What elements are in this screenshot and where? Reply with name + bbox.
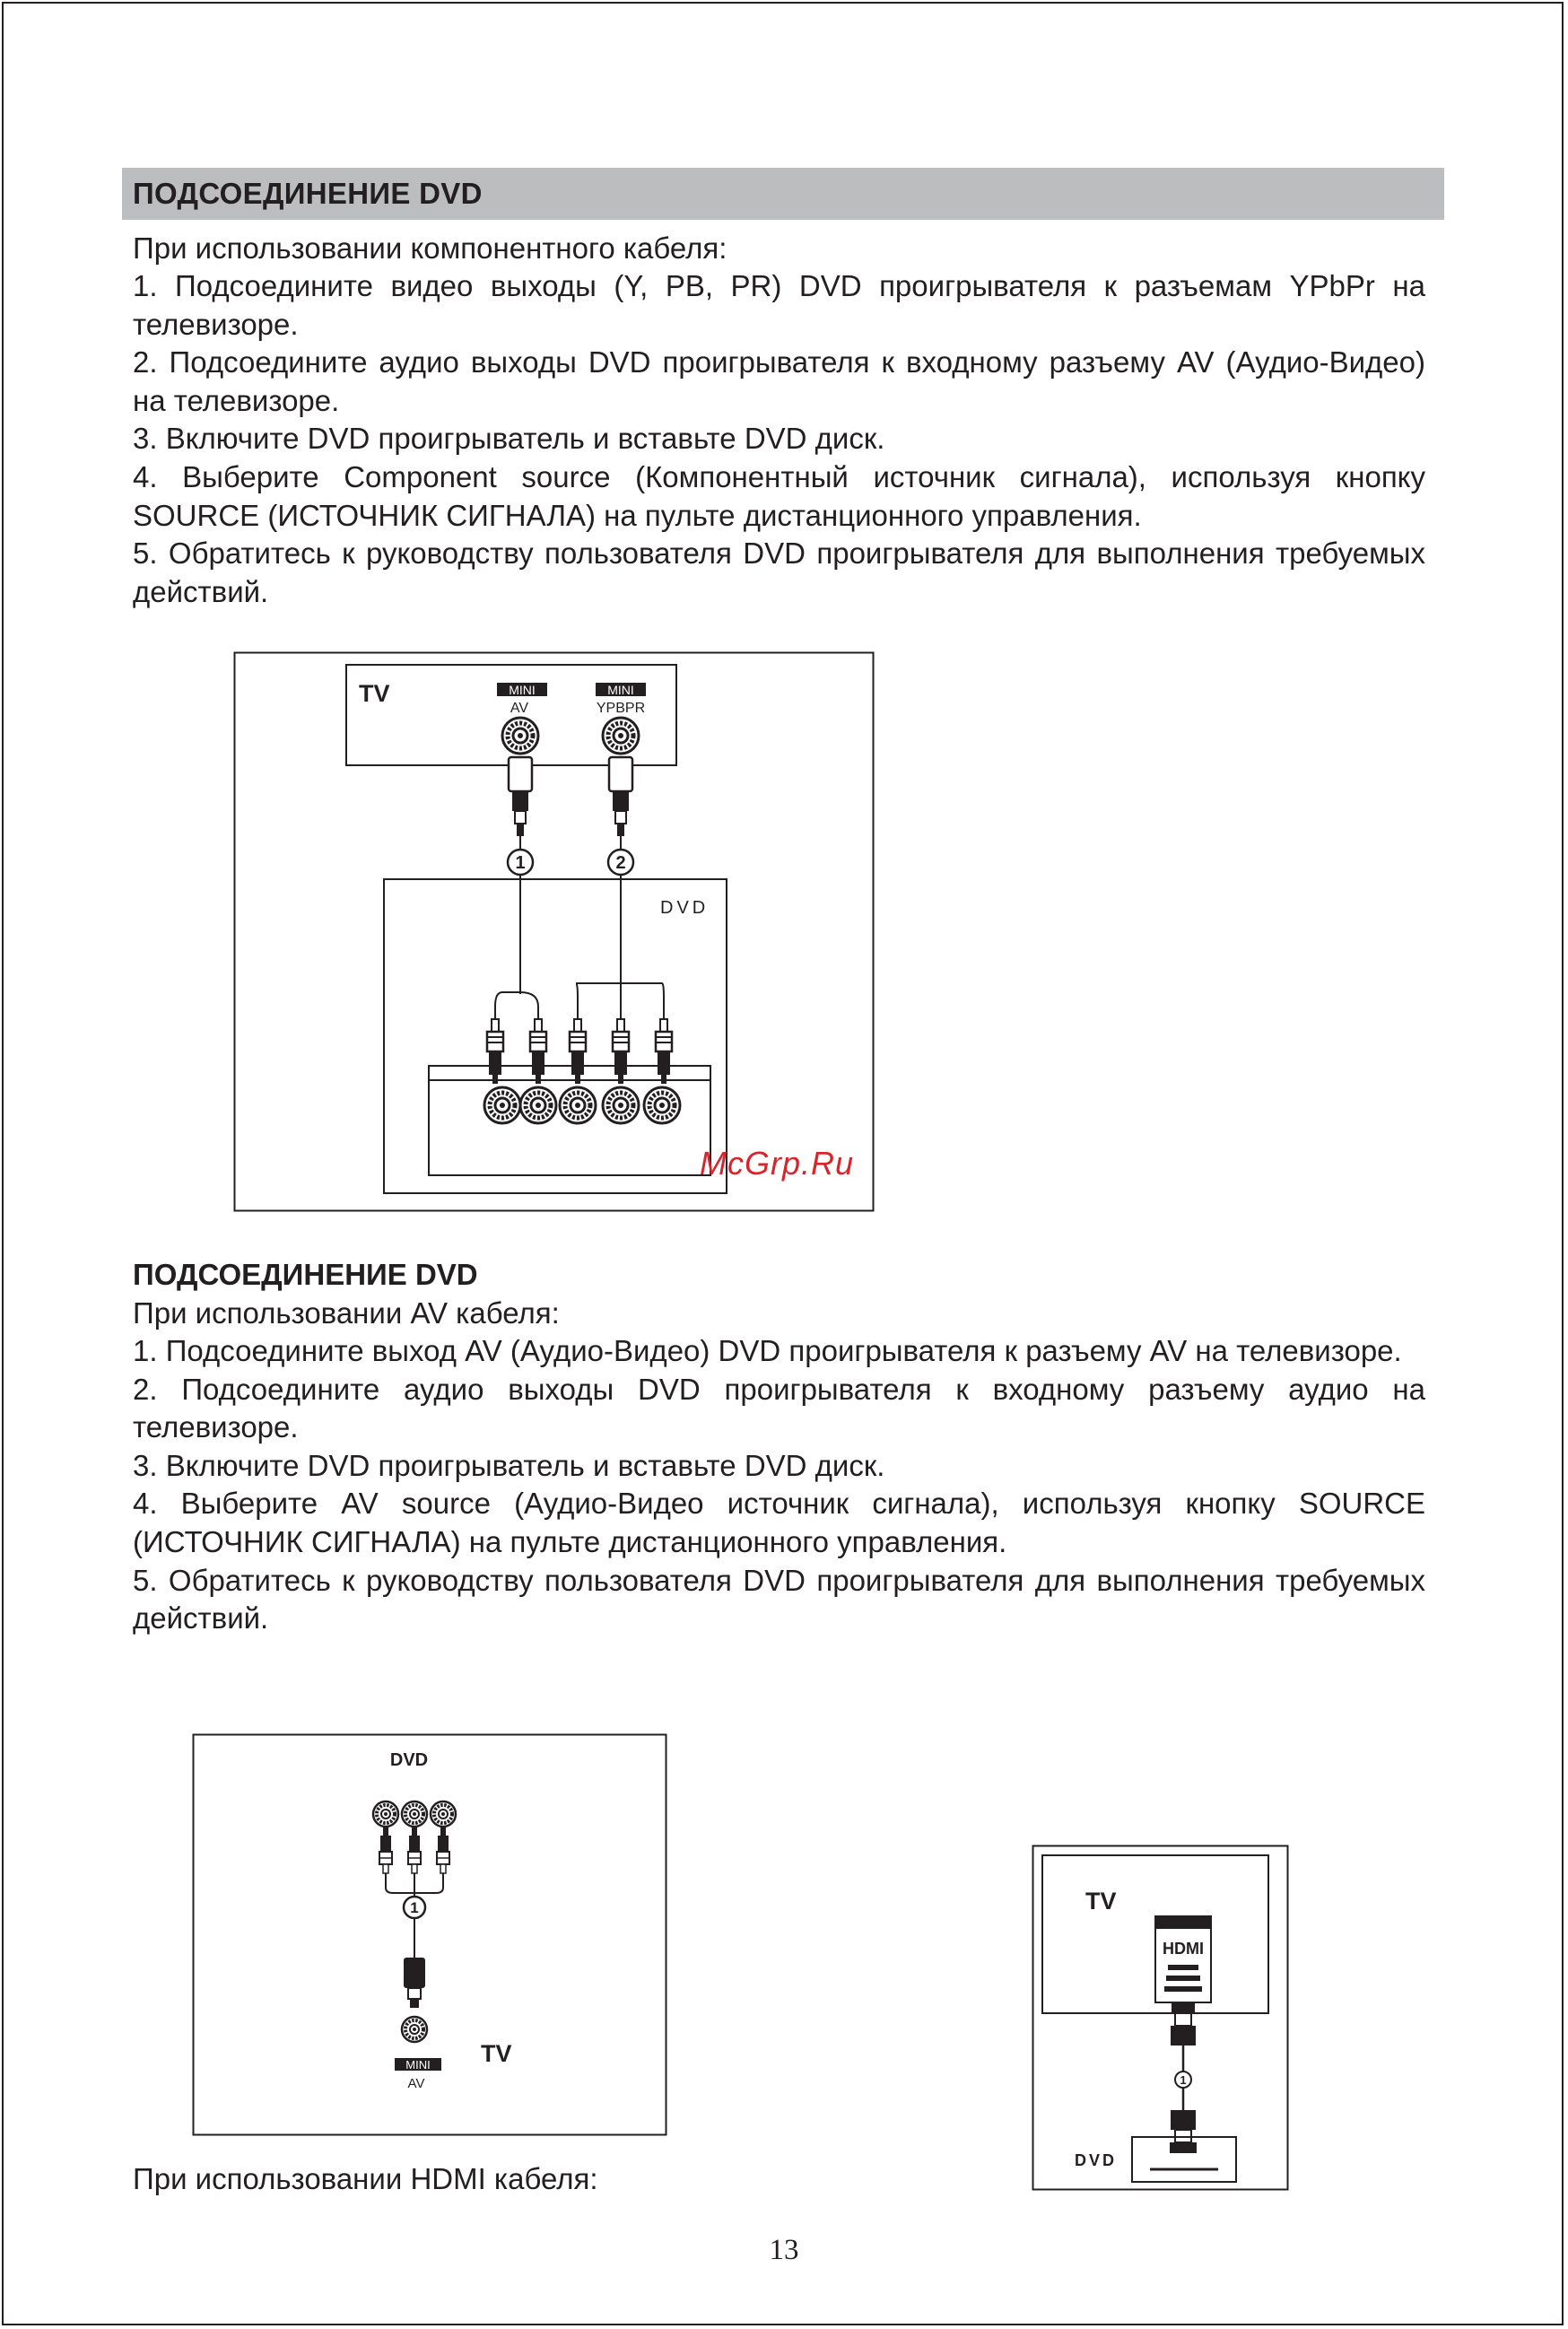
diagram3-tv-label: TV	[1085, 1888, 1117, 1915]
section2-intro: При использовании AV кабеля:	[133, 1296, 560, 1330]
tv-av-jack-icon	[402, 2017, 427, 2042]
diagram2-port-av: AV	[407, 2076, 425, 2091]
mini-plug-av-icon	[509, 757, 532, 836]
diagram1-port-av: AV	[510, 701, 529, 716]
watermark: McGrp.Ru	[700, 1145, 855, 1182]
av-rca-plug-2-icon	[408, 1827, 421, 1873]
rca-plug-pr-icon	[656, 1019, 672, 1084]
av-rca-plug-3-icon	[437, 1827, 449, 1873]
dvd-y-jack-icon	[560, 1087, 596, 1123]
section2-title: ПОДСОЕДИНЕНИЕ DVD	[133, 1258, 478, 1291]
section1-step-2: 2. Подсоедините аудио выходы DVD проигрывателя к входному разъему AV (Аудио-Видео) на телевизоре.	[133, 345, 1425, 417]
diagram2-cable1-number: 1	[410, 1899, 419, 1916]
tv-av-jack-icon	[502, 718, 538, 754]
dvd-audio-l-jack-icon	[402, 1801, 427, 1827]
av-rca-plug-1-icon	[379, 1827, 392, 1873]
diagram1-mini-label-av: MINI	[509, 683, 536, 697]
diagram3-dvd-label: DVD	[1075, 2151, 1118, 2169]
section1-title: ПОДСОЕДИНЕНИЕ DVD	[122, 168, 1444, 220]
section1-intro: При использовании компонентного кабеля:	[133, 231, 727, 265]
dvd-video-jack-icon	[373, 1801, 398, 1827]
page-number: 13	[769, 2234, 799, 2266]
section2-step-1: 1. Подсоедините выход AV (Аудио-Видео) DVD проигрывателя к разъему AV на телевизоре.	[133, 1334, 1402, 1367]
section1-step-4: 4. Выберите Component source (Компонентный источник сигнала), используя кнопку SOURCE (ИСТОЧНИК СИГНАЛА) на пульте дистанционного управления.	[133, 459, 1425, 532]
hdmi-connection-diagram	[1032, 1845, 1290, 2193]
section1-step-1: 1. Подсоедините видео выходы (Y, PB, PR) DVD проигрывателя к разъемам YPbPr на телевизоре.	[133, 269, 1425, 341]
diagram2-mini-label: MINI	[405, 2058, 431, 2072]
diagram1-mini-label-ypbpr: MINI	[607, 683, 634, 697]
rca-plug-audio-l-icon	[487, 1019, 503, 1084]
section2-step-2: 2. Подсоедините аудио выходы DVD проигрывателя к входному разъему аудио на телевизоре.	[133, 1372, 1425, 1444]
diagram1-port-ypbpr: YPBPR	[596, 701, 646, 716]
av-connection-diagram	[192, 1733, 669, 2137]
rca-plug-pb-icon	[613, 1019, 629, 1084]
dvd-audio-r-jack-icon	[520, 1087, 556, 1123]
mini-plug-ypbpr-icon	[609, 757, 632, 836]
diagram1-cable1-number: 1	[515, 853, 526, 873]
diagram3-cable1-number: 1	[1180, 2073, 1187, 2087]
section2-step-4: 4. Выберите AV source (Аудио-Видео источник сигнала), используя кнопку SOURCE (ИСТОЧНИК СИГНАЛА) на пульте дистанционного управления.	[133, 1487, 1425, 1558]
section2-steps	[133, 1332, 1425, 1638]
hdmi-caption: При использовании HDMI кабеля:	[133, 2162, 598, 2195]
diagram1-dvd-label: DVD	[660, 898, 710, 918]
section1-steps	[133, 267, 1425, 611]
diagram1-tv-label: TV	[359, 680, 390, 707]
rca-plug-y-icon	[570, 1019, 586, 1084]
component-connection-diagram	[233, 651, 875, 1213]
section1-step-5: 5. Обратитесь к руководству пользователя DVD проигрывателя для выполнения требуемых действий.	[133, 536, 1425, 608]
section2-step-5: 5. Обратитесь к руководству пользователя DVD проигрывателя для выполнения требуемых действий.	[133, 1563, 1425, 1636]
tv-ypbpr-jack-icon	[603, 718, 639, 754]
dvd-pr-jack-icon	[644, 1087, 680, 1123]
dvd-audio-l-jack-icon	[484, 1087, 520, 1123]
diagram1-cable2-number: 2	[615, 853, 626, 873]
dvd-audio-r-jack-icon	[431, 1801, 456, 1827]
diagram2-tv-label: TV	[481, 2040, 512, 2067]
diagram2-dvd-label: DVD	[389, 1750, 429, 1770]
dvd-pb-jack-icon	[603, 1087, 639, 1123]
rca-plug-audio-r-icon	[530, 1019, 546, 1084]
diagram3-hdmi-label: HDMI	[1163, 1940, 1204, 1958]
section1-step-3: 3. Включите DVD проигрыватель и вставьте DVD диск.	[133, 422, 885, 456]
section2-step-3: 3. Включите DVD проигрыватель и вставьте DVD диск.	[133, 1448, 885, 1482]
